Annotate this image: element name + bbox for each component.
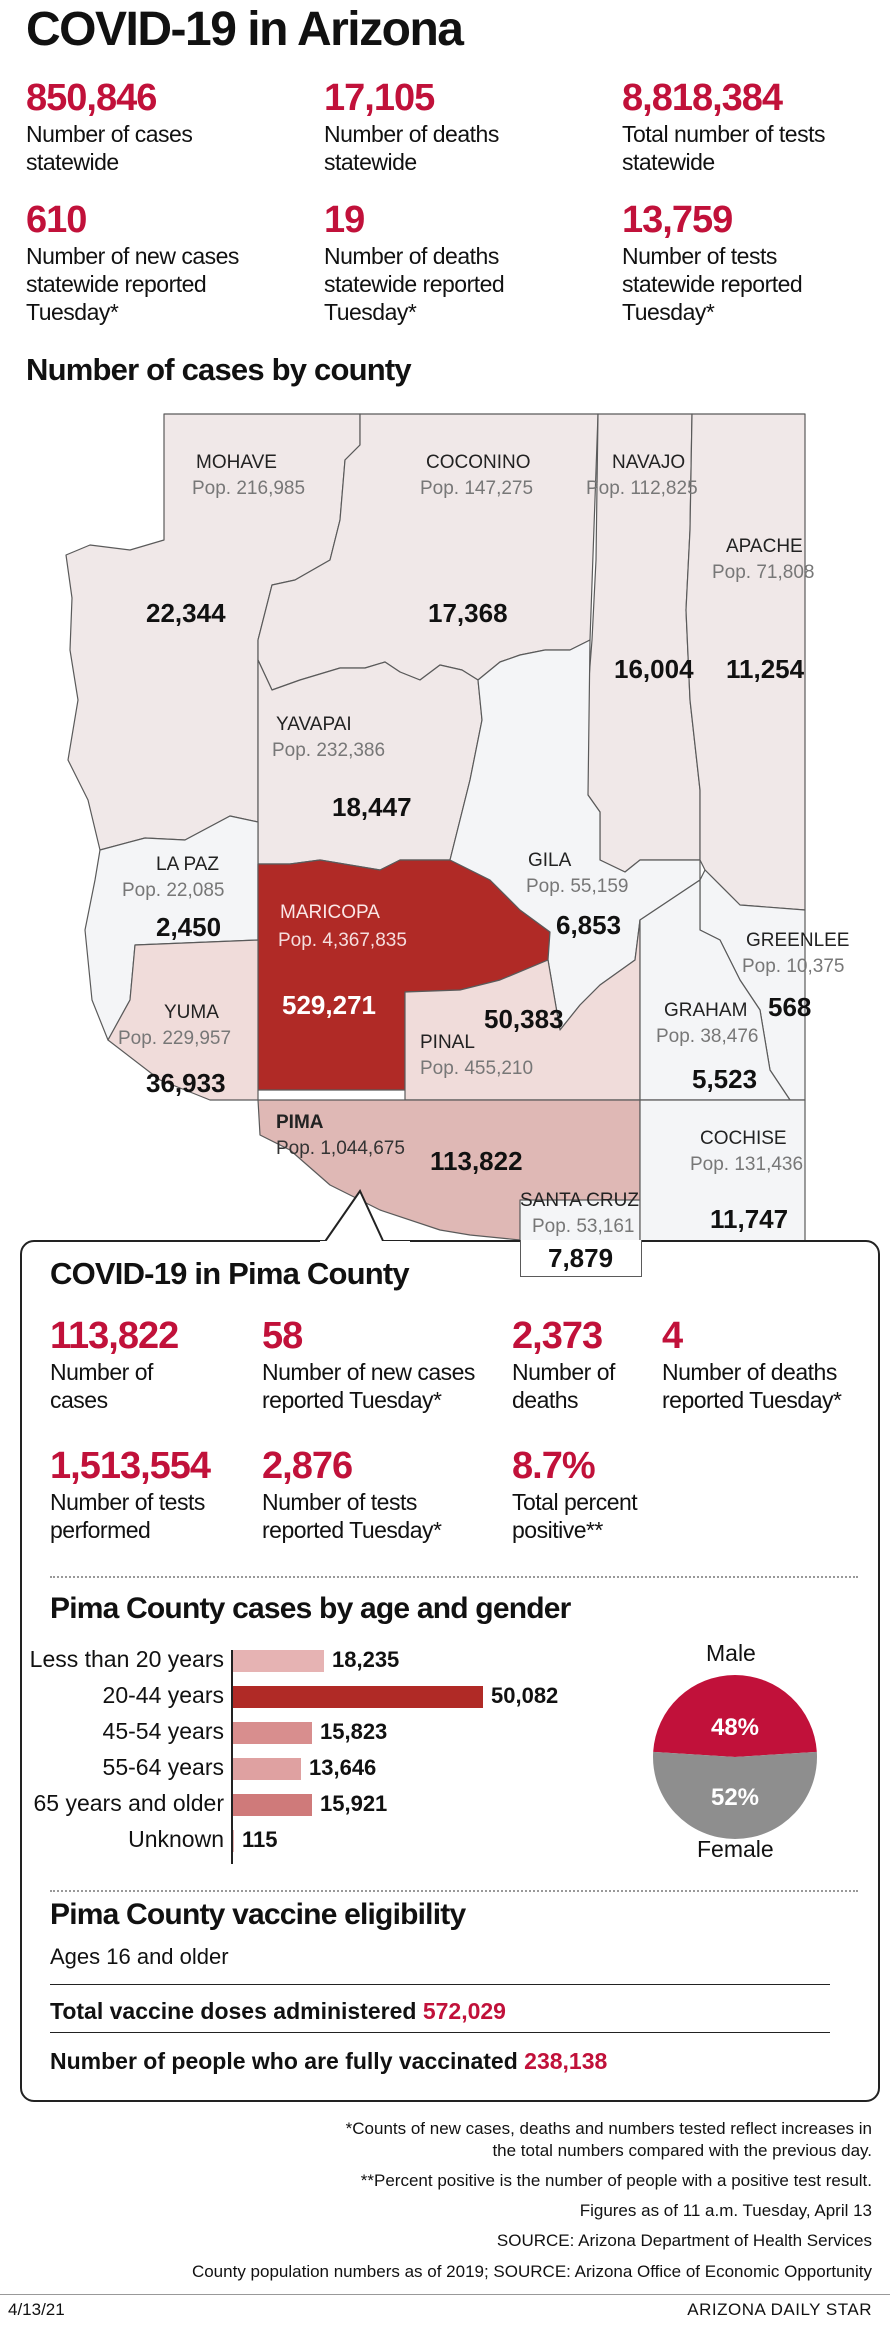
section-divider <box>50 1890 858 1892</box>
stat-label: statewide reported <box>622 271 803 297</box>
county-label: NAVAJO <box>612 452 686 473</box>
county-cases: 18,447 <box>332 792 412 822</box>
pie-label-female: Female <box>697 1836 774 1862</box>
age-bar-value: 115 <box>242 1827 278 1852</box>
footnote: *Counts of new cases, deaths and numbers tested reflect increases in <box>345 2119 872 2138</box>
age-bar-label: Unknown <box>128 1826 224 1852</box>
age-bar <box>233 1686 483 1708</box>
county-cases: 50,383 <box>484 1004 564 1034</box>
stat-label: cases <box>50 1387 108 1413</box>
stat-value: 19 <box>324 199 365 241</box>
county-cases: 7,879 <box>548 1243 614 1273</box>
stat-label: Number of <box>50 1359 153 1385</box>
stat-value: 8,818,384 <box>622 77 783 119</box>
pima-stat-percent-positive <box>512 1444 637 1544</box>
vaccine-subtitle: Ages 16 and older <box>50 1944 229 1969</box>
county-pop: Pop. 22,085 <box>122 880 225 901</box>
stat-label: reported Tuesday* <box>262 1387 442 1413</box>
county-label: PINAL <box>420 1032 475 1053</box>
county-pop: Pop. 1,044,675 <box>276 1138 405 1159</box>
map-title: Number of cases by county <box>26 352 411 387</box>
county-pop: Pop. 4,367,835 <box>278 930 407 951</box>
county-pop: Pop. 232,386 <box>272 740 386 761</box>
county-cases: 6,853 <box>556 910 622 940</box>
pima-stat-new-deaths <box>662 1314 841 1414</box>
vaccine-rule <box>50 1984 830 1985</box>
pima-title: COVID-19 in Pima County <box>50 1256 409 1291</box>
vaccine-rule <box>50 2032 830 2033</box>
county-pop: Pop. 38,476 <box>656 1026 759 1047</box>
stat-label: Number of tests <box>262 1489 417 1515</box>
county-label: GRAHAM <box>664 1000 748 1021</box>
county-pop: Pop. 455,210 <box>420 1058 534 1079</box>
panel-pointer <box>320 1185 410 1245</box>
stat-label: Number of deaths <box>324 243 499 269</box>
stat-value: 8.7% <box>512 1445 595 1487</box>
stat-label: statewide <box>622 149 715 175</box>
county-label: APACHE <box>726 536 803 557</box>
vaccine-title: Pima County vaccine eligibility <box>50 1898 466 1931</box>
age-chart-title: Pima County cases by age and gender <box>50 1592 571 1625</box>
county-label: GREENLEE <box>746 930 850 951</box>
county-pop: Pop. 229,957 <box>118 1028 232 1049</box>
stat-label: Tuesday* <box>26 299 119 325</box>
stat-label: Number of new cases <box>262 1359 475 1385</box>
stat-label: statewide reported <box>324 271 505 297</box>
stat-value: 13,759 <box>622 199 733 241</box>
stat-label: Number of new cases <box>26 243 239 269</box>
stat-label: deaths <box>512 1387 579 1413</box>
vaccine-fully-row <box>50 2048 607 2075</box>
county-label: PIMA <box>276 1112 324 1133</box>
county-label: YUMA <box>164 1002 219 1023</box>
county-cases: 113,822 <box>430 1146 523 1176</box>
stat-label: positive** <box>512 1517 603 1543</box>
county-pop: Pop. 112,825 <box>586 478 698 499</box>
age-bar <box>233 1722 312 1744</box>
vaccine-doses-row <box>50 1998 506 2025</box>
stat-label: performed <box>50 1517 151 1543</box>
stat-value: 2,373 <box>512 1315 603 1357</box>
county-label: SANTA CRUZ <box>520 1190 639 1211</box>
stat-label: statewide reported <box>26 271 207 297</box>
stat-label: Number of <box>512 1359 615 1385</box>
county-cases: 5,523 <box>692 1064 758 1094</box>
county-label: YAVAPAI <box>276 714 352 735</box>
stat-label: Tuesday* <box>622 299 715 325</box>
stat-label: Number of deaths <box>662 1359 837 1385</box>
age-bar-value: 18,235 <box>332 1647 400 1672</box>
pie-slice-label: 52% <box>710 1784 760 1811</box>
age-bar-label: 65 years and older <box>33 1790 224 1816</box>
stat-value: 58 <box>262 1315 303 1357</box>
county-label: MOHAVE <box>196 452 277 473</box>
county-pop: Pop. 71,808 <box>712 562 815 583</box>
stat-value: 850,846 <box>26 77 157 119</box>
vaccine-doses-label: Total vaccine doses administered <box>50 1998 417 2024</box>
vaccine-fully-value: 238,138 <box>524 2048 608 2074</box>
county-label: COCHISE <box>700 1128 787 1149</box>
vaccine-fully-label: Number of people who are fully vaccinated <box>50 2048 518 2074</box>
stat-value: 4 <box>662 1315 683 1357</box>
stat-label: Number of tests <box>622 243 777 269</box>
age-bar <box>233 1650 324 1672</box>
stat-value: 1,513,554 <box>50 1445 211 1487</box>
age-bar <box>233 1758 301 1780</box>
pima-stat-deaths <box>512 1314 615 1414</box>
age-bar-label: Less than 20 years <box>29 1646 224 1672</box>
age-bar-value: 15,921 <box>320 1791 388 1816</box>
county-label: COCONINO <box>426 452 531 473</box>
footer-source: ARIZONA DAILY STAR <box>687 2300 872 2319</box>
footnote: Figures as of 11 a.m. Tuesday, April 13 <box>579 2201 872 2220</box>
county-pop: Pop. 216,985 <box>192 478 306 499</box>
pima-stat-new-tests <box>262 1444 441 1544</box>
pima-stat-new-cases <box>262 1314 475 1414</box>
stat-label: statewide <box>324 149 417 175</box>
county-pop: Pop. 55,159 <box>526 876 629 897</box>
county-cases: 11,747 <box>710 1204 789 1234</box>
pima-stat-tests <box>50 1444 210 1544</box>
county-pop: Pop. 53,161 <box>532 1216 635 1237</box>
stat-label: reported Tuesday* <box>262 1517 442 1543</box>
vaccine-doses-value: 572,029 <box>422 1998 506 2024</box>
county-pop: Pop. 131,436 <box>690 1154 804 1175</box>
age-bar-label: 45-54 years <box>102 1718 224 1744</box>
county-cases: 2,450 <box>156 912 222 942</box>
footnote: **Percent positive is the number of people with a positive test result. <box>360 2171 872 2190</box>
stat-label: Total percent <box>512 1489 638 1515</box>
gender-pie-chart <box>650 1672 820 1842</box>
stat-value: 17,105 <box>324 77 435 119</box>
county-cases: 529,271 <box>282 990 376 1020</box>
stat-label: reported Tuesday* <box>662 1387 842 1413</box>
age-bar-label: 55-64 years <box>102 1754 224 1780</box>
age-bar-value: 50,082 <box>491 1683 559 1708</box>
county-cases: 17,368 <box>428 598 508 628</box>
footnote: the total numbers compared with the previous day. <box>492 2141 872 2160</box>
pie-label-male: Male <box>706 1640 756 1666</box>
age-bar-value: 15,823 <box>320 1719 388 1744</box>
county-cases: 22,344 <box>146 598 226 628</box>
county-cases: 11,254 <box>726 654 805 684</box>
page-title: COVID-19 in Arizona <box>26 3 463 56</box>
county-cases: 36,933 <box>146 1068 226 1098</box>
county-pop: Pop. 147,275 <box>420 478 534 499</box>
county-label: LA PAZ <box>156 854 220 875</box>
age-bar-value: 13,646 <box>309 1755 377 1780</box>
age-bar <box>233 1794 312 1816</box>
footer-date: 4/13/21 <box>8 2300 65 2319</box>
county-yavapai-shape <box>258 660 482 870</box>
county-label: MARICOPA <box>280 902 380 923</box>
county-cases: 568 <box>768 992 812 1022</box>
stat-label: statewide <box>26 149 119 175</box>
footnote: County population numbers as of 2019; SOURCE: Arizona Office of Economic Opportunity <box>191 2262 872 2281</box>
stat-value: 113,822 <box>50 1315 179 1357</box>
stat-label: Number of cases <box>26 121 193 147</box>
footnote: SOURCE: Arizona Department of Health Services <box>496 2231 872 2250</box>
stat-value: 610 <box>26 199 87 241</box>
pima-stat-cases <box>50 1314 178 1414</box>
age-bar <box>233 1830 234 1852</box>
county-label: GILA <box>528 850 572 871</box>
footer-rule <box>0 2294 890 2295</box>
stat-label: Number of deaths <box>324 121 499 147</box>
age-bar-label: 20-44 years <box>102 1682 224 1708</box>
stat-label: Tuesday* <box>324 299 417 325</box>
section-divider <box>50 1576 858 1578</box>
pie-slice-label: 48% <box>710 1714 760 1741</box>
county-cases: 16,004 <box>614 654 694 684</box>
stat-value: 2,876 <box>262 1445 353 1487</box>
stat-label: Total number of tests <box>622 121 825 147</box>
stat-label: Number of tests <box>50 1489 205 1515</box>
age-bar-chart <box>24 1646 584 1870</box>
county-pop: Pop. 10,375 <box>742 956 845 977</box>
